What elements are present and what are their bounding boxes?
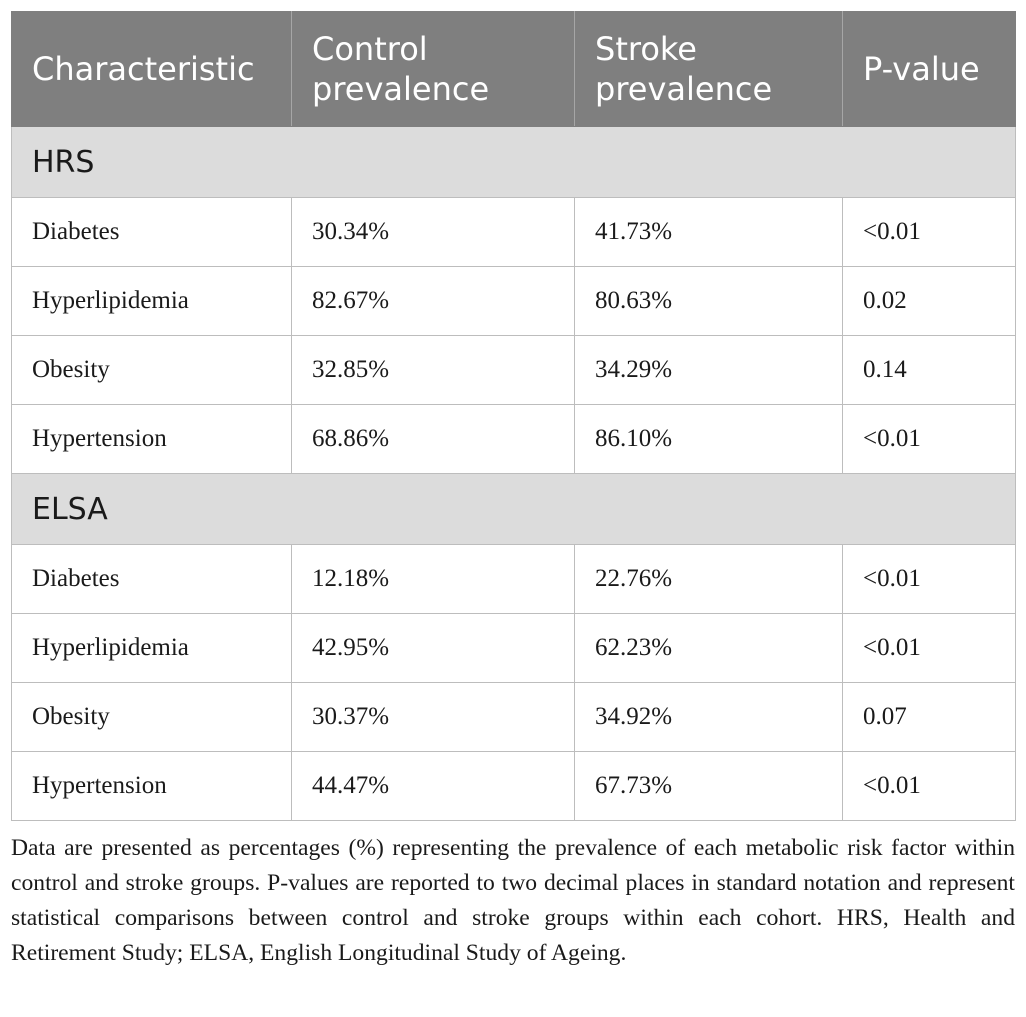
p-value-cell: 0.14 — [843, 336, 1016, 405]
stroke-cell: 34.92% — [575, 683, 843, 752]
prevalence-table — [11, 11, 1016, 821]
section-label: HRS — [12, 127, 1016, 198]
table-row — [12, 545, 1016, 614]
characteristic-cell: Hypertension — [12, 405, 292, 474]
header-p-value: P-value — [843, 12, 1016, 127]
characteristic-cell: Hyperlipidemia — [12, 267, 292, 336]
control-cell: 12.18% — [292, 545, 575, 614]
control-cell: 32.85% — [292, 336, 575, 405]
table-row — [12, 336, 1016, 405]
characteristic-cell: Obesity — [12, 683, 292, 752]
characteristic-cell: Hypertension — [12, 752, 292, 821]
characteristic-cell: Diabetes — [12, 545, 292, 614]
stroke-cell: 22.76% — [575, 545, 843, 614]
p-value-cell: <0.01 — [843, 752, 1016, 821]
table-header-row — [12, 12, 1016, 127]
stroke-cell: 86.10% — [575, 405, 843, 474]
table-row — [12, 614, 1016, 683]
stroke-cell: 34.29% — [575, 336, 843, 405]
p-value-cell: <0.01 — [843, 545, 1016, 614]
control-cell: 68.86% — [292, 405, 575, 474]
section-row-hrs — [12, 127, 1016, 198]
table-row — [12, 198, 1016, 267]
stroke-cell: 62.23% — [575, 614, 843, 683]
p-value-cell: <0.01 — [843, 614, 1016, 683]
characteristic-cell: Hyperlipidemia — [12, 614, 292, 683]
table-row — [12, 752, 1016, 821]
section-row-elsa — [12, 474, 1016, 545]
p-value-cell: <0.01 — [843, 198, 1016, 267]
stroke-cell: 41.73% — [575, 198, 843, 267]
control-cell: 44.47% — [292, 752, 575, 821]
table-row — [12, 267, 1016, 336]
results-table-container — [11, 11, 1015, 821]
p-value-cell: 0.07 — [843, 683, 1016, 752]
table-row — [12, 683, 1016, 752]
section-label: ELSA — [12, 474, 1016, 545]
table-row — [12, 405, 1016, 474]
control-cell: 42.95% — [292, 614, 575, 683]
control-cell: 30.34% — [292, 198, 575, 267]
characteristic-cell: Diabetes — [12, 198, 292, 267]
header-control-prevalence: Control prevalence — [292, 12, 575, 127]
stroke-cell: 67.73% — [575, 752, 843, 821]
characteristic-cell: Obesity — [12, 336, 292, 405]
control-cell: 30.37% — [292, 683, 575, 752]
stroke-cell: 80.63% — [575, 267, 843, 336]
table-footnote: Data are presented as percentages (%) representing the prevalence of each metabolic risk factor within control and stroke groups. P-values are reported to two decimal places in standard notation and represent statistical comparisons between control and stroke groups within each cohort. HRS, Health and Retirement Study; ELSA, English Longitudinal Study of Ageing. — [11, 835, 1015, 966]
control-cell: 82.67% — [292, 267, 575, 336]
header-stroke-prevalence: Stroke prevalence — [575, 12, 843, 127]
p-value-cell: 0.02 — [843, 267, 1016, 336]
header-characteristic: Characteristic — [12, 12, 292, 127]
p-value-cell: <0.01 — [843, 405, 1016, 474]
